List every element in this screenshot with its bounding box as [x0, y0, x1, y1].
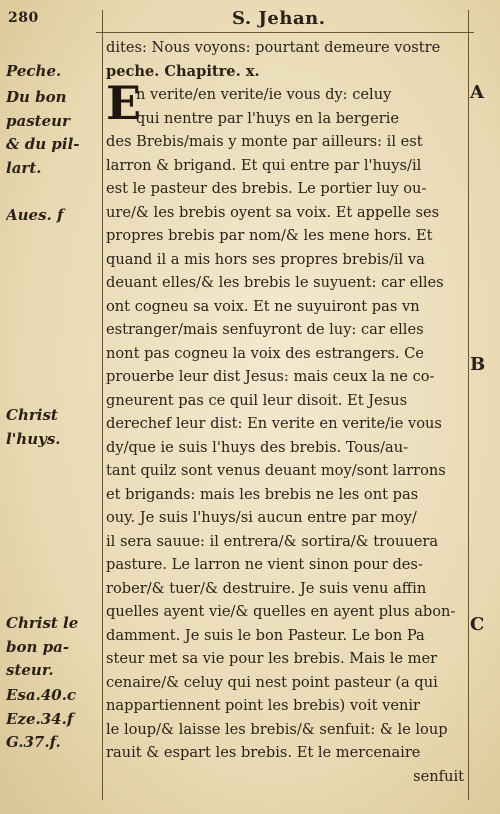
text-line: cenaire/& celuy qui nest point pasteur (a qui — [106, 673, 438, 691]
section-letter-a: A — [470, 82, 484, 103]
right-column-rule — [468, 10, 469, 800]
text-line: et brigands: mais les brebis ne les ont pas — [106, 485, 419, 503]
margin-note-christ-le-bon-pasteur — [6, 612, 100, 683]
text-line: rober/& tuer/& destruire. Je suis venu affin — [106, 579, 427, 597]
text-line: le loup/& laisse les brebis/& senfuit: & le loup — [106, 720, 448, 738]
text-line: des Brebis/mais y monte par ailleurs: il est — [106, 133, 423, 150]
text-line: derechef leur dist: En verite en verite/ie vous — [106, 415, 442, 432]
text-line: il sera sauue: il entrera/& sortira/& trouuera — [106, 532, 439, 550]
margin-note-line: pasteur — [6, 111, 70, 130]
text-line: steur met sa vie pour les brebis. Mais le mer — [106, 650, 438, 667]
margin-note-line: steur. — [6, 661, 54, 679]
text-line: larron & brigand. Et qui entre par l'huys/il — [106, 156, 422, 174]
margin-note-refs — [6, 684, 100, 755]
margin-note-line: Eze.34.f — [6, 709, 74, 728]
text-line: prouerbe leur dist Jesus: mais ceux la ne co- — [106, 368, 435, 385]
text-line: ont cogneu sa voix. Et ne suyuiront pas vn — [106, 297, 420, 315]
margin-note-line: lart. — [6, 158, 42, 177]
left-column-rule — [102, 10, 103, 800]
margin-note-aues — [6, 204, 100, 228]
page-header — [0, 6, 500, 30]
margin-note-line: Esa.40.c — [6, 686, 77, 704]
text-line: damment. Je suis le bon Pasteur. Le bon Pa — [106, 626, 425, 644]
text-line: qui nentre par l'huys en la bergerie — [136, 109, 400, 127]
margin-note-line: Du bon — [6, 88, 67, 106]
text-line: propres brebis par nom/& les mene hors. Et — [106, 227, 433, 244]
text-line: estranger/mais senfuyront de luy: car elles — [106, 321, 424, 338]
margin-note-line: G.37.f. — [6, 733, 61, 751]
text-line: nappartiennent point les brebis) voit venir — [106, 697, 421, 714]
text-line: est le pasteur des brebis. Le portier luy ou- — [106, 180, 427, 197]
catchword: senfuit — [413, 767, 464, 785]
text-line: pasture. Le larron ne vient sinon pour des- — [106, 556, 423, 573]
text-line: tant quilz sont venus deuant moy/sont larrons — [106, 462, 446, 479]
text-line: n verite/en verite/ie vous dy: celuy — [136, 86, 392, 103]
margin-note-christ-lhuys — [6, 404, 100, 451]
margin-note-line: Christ le — [6, 614, 79, 632]
text-line: deuant elles/& les brebis le suyuent: car elles — [106, 274, 444, 291]
text-line: gneurent pas ce quil leur disoit. Et Jesus — [106, 391, 408, 409]
text-line: dy/que ie suis l'huys des brebis. Tous/au- — [106, 438, 409, 456]
chapter-heading: peche. Chapitre. x. — [106, 62, 260, 80]
margin-note-line: & du pil- — [6, 135, 80, 153]
text-line: quelles ayent vie/& quelles en ayent plus abon- — [106, 603, 456, 620]
margin-note-line: Aues. f — [6, 206, 64, 224]
text-line: quand il a mis hors ses propres brebis/il va — [106, 250, 425, 268]
section-letter-c: C — [470, 614, 485, 635]
text-line: dites: Nous voyons: pourtant demeure vostre — [106, 39, 441, 56]
text-line: ure/& les brebis oyent sa voix. Et appelle ses — [106, 203, 440, 221]
main-text-column — [106, 36, 464, 788]
margin-note-line: Peche. — [6, 62, 62, 80]
text-line: nont pas cogneu la voix des estrangers. Ce — [106, 344, 424, 362]
text-line: rauit & espart les brebis. Et le mercenaire — [106, 744, 421, 761]
running-head: S. Jehan. — [232, 8, 326, 29]
margin-note-peche — [6, 60, 100, 84]
margin-note-line: l'huys. — [6, 429, 61, 448]
margin-note-du-bon-pasteur — [6, 86, 100, 180]
section-letter-b: B — [470, 354, 486, 375]
margin-note-line: Christ — [6, 406, 58, 424]
text-line: ouy. Je suis l'huys/si aucun entre par moy/ — [106, 509, 417, 526]
margin-note-line: bon pa- — [6, 637, 70, 656]
page-number: 280 — [8, 10, 39, 26]
drop-cap: E — [106, 76, 142, 130]
header-rule — [96, 32, 474, 33]
